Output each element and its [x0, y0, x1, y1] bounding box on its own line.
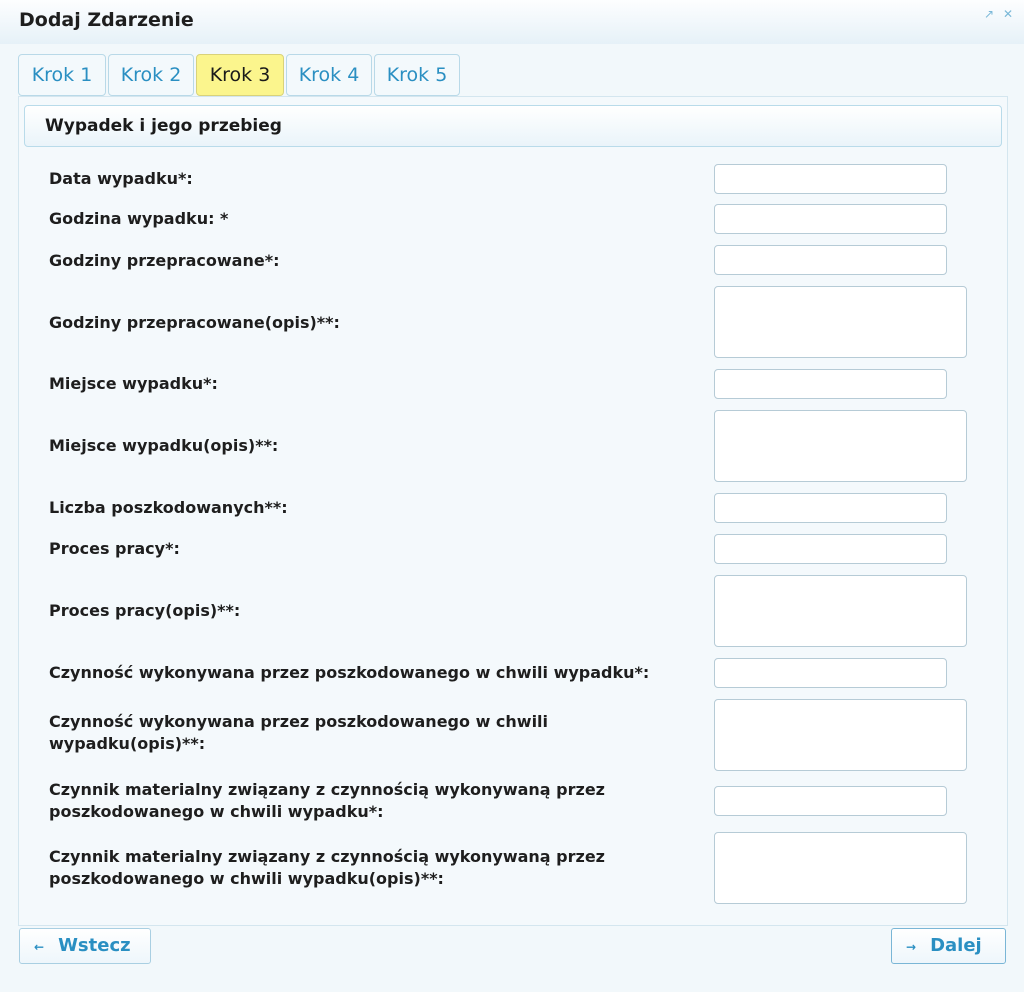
label-czynnik-materialny: Czynnik materialny związany z czynnością wykonywaną przez poszkodowanego w chwili wypadku*: [49, 780, 605, 821]
next-button-label: Dalej [930, 935, 982, 956]
label-godzina-wypadku: Godzina wypadku: * [49, 209, 229, 228]
tab-krok-1[interactable]: Krok 1 [18, 54, 106, 96]
label-liczba-poszkodowanych: Liczba poszkodowanych**: [49, 498, 288, 517]
label-proces-pracy: Proces pracy*: [49, 539, 180, 558]
next-button[interactable] [891, 928, 1006, 964]
label-godziny-przepracowane: Godziny przepracowane*: [49, 251, 280, 270]
section-header [24, 105, 1002, 147]
input-data-wypadku[interactable] [714, 164, 947, 194]
input-proces-pracy[interactable] [714, 534, 947, 564]
dialog-title: Dodaj Zdarzenie [19, 9, 194, 31]
input-godzina-wypadku[interactable] [714, 204, 947, 234]
input-godziny-przepracowane[interactable] [714, 245, 947, 275]
dialog-titlebar [0, 0, 1024, 44]
label-godziny-przepracowane-opis: Godziny przepracowane(opis)**: [49, 313, 340, 332]
input-czynnosc[interactable] [714, 658, 947, 688]
input-czynnik-materialny[interactable] [714, 786, 947, 816]
textarea-czynnik-materialny-opis[interactable] [714, 832, 967, 904]
textarea-proces-pracy-opis[interactable] [714, 575, 967, 647]
label-miejsce-wypadku: Miejsce wypadku*: [49, 374, 218, 393]
label-czynnosc: Czynność wykonywana przez poszkodowanego w chwili wypadku*: [49, 663, 650, 682]
arrow-right-icon: → [906, 940, 917, 954]
close-icon[interactable]: ✕ [1003, 7, 1014, 21]
input-miejsce-wypadku[interactable] [714, 369, 947, 399]
label-proces-pracy-opis: Proces pracy(opis)**: [49, 601, 241, 620]
arrow-left-icon: ← [34, 940, 45, 954]
label-data-wypadku: Data wypadku*: [49, 169, 193, 188]
textarea-godziny-przepracowane-opis[interactable] [714, 286, 967, 358]
section-title: Wypadek i jego przebieg [45, 116, 282, 136]
label-czynnik-materialny-opis: Czynnik materialny związany z czynnością wykonywaną przez poszkodowanego w chwili wypadku(opis)**: [49, 847, 605, 888]
textarea-miejsce-wypadku-opis[interactable] [714, 410, 967, 482]
input-liczba-poszkodowanych[interactable] [714, 493, 947, 523]
tab-krok-3[interactable]: Krok 3 [196, 54, 284, 96]
label-czynnosc-opis: Czynność wykonywana przez poszkodowanego w chwili wypadku(opis)**: [49, 712, 549, 753]
popout-icon[interactable]: ↗ [984, 7, 995, 21]
textarea-czynnosc-opis[interactable] [714, 699, 967, 771]
tab-krok-5[interactable]: Krok 5 [374, 54, 460, 96]
back-button[interactable] [19, 928, 151, 964]
tab-krok-2[interactable]: Krok 2 [108, 54, 194, 96]
back-button-label: Wstecz [58, 935, 131, 956]
label-miejsce-wypadku-opis: Miejsce wypadku(opis)**: [49, 436, 279, 455]
tab-krok-4[interactable]: Krok 4 [286, 54, 372, 96]
